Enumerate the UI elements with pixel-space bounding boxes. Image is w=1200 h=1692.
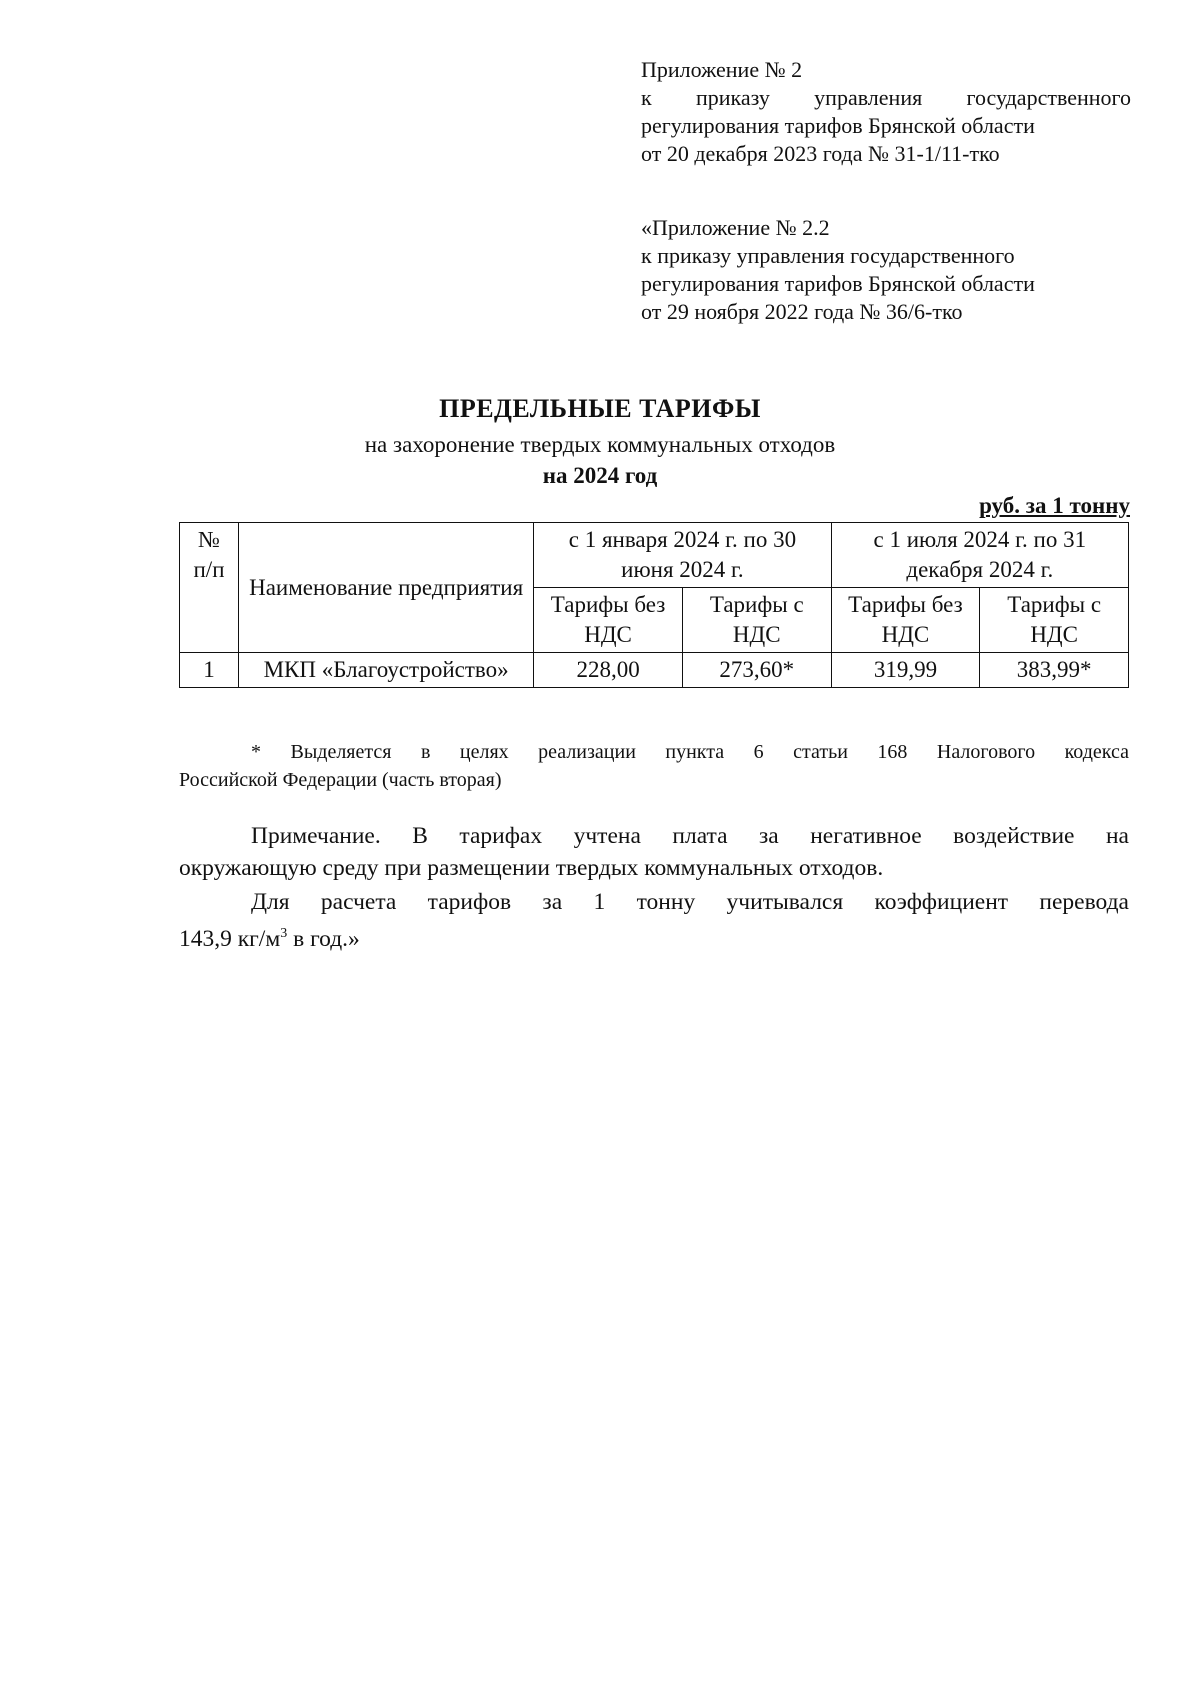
- appendix-main-line-1: Приложение № 2: [641, 57, 803, 82]
- note-2-superscript: 3: [280, 926, 288, 941]
- row-p1-no-vat: 228,00: [534, 653, 683, 688]
- note-2-line-2-prefix: 143,9 кг/м: [179, 925, 281, 952]
- header-p2-no-vat: Тарифы без НДС: [831, 588, 980, 653]
- appendix-ref-line-1: «Приложение № 2.2: [641, 215, 830, 240]
- header-p1-no-vat: Тарифы без НДС: [534, 588, 683, 653]
- document-subtitle: на захоронение твердых коммунальных отходов: [364, 432, 836, 457]
- appendix-main-header: [641, 56, 1131, 168]
- note-paragraph-2: [179, 886, 1129, 955]
- note-1-line-1: Примечание. В тарифах учтена плата за негативное воздействие на: [251, 823, 1129, 849]
- row-p2-with-vat: 383,99*: [980, 653, 1129, 688]
- header-p1-with-vat: Тарифы с НДС: [682, 588, 831, 653]
- appendix-ref-line-2: к приказу управления государственного: [641, 243, 1015, 268]
- document-year: на 2024 год: [542, 463, 658, 488]
- note-2-line-2-suffix: в год.»: [287, 925, 360, 952]
- header-name: Наименование предприятия: [239, 523, 534, 653]
- row-enterprise-name: МКП «Благоустройство»: [239, 653, 534, 688]
- header-period-1: с 1 января 2024 г. по 30 июня 2024 г.: [534, 523, 831, 588]
- header-period-2: с 1 июля 2024 г. по 31 декабря 2024 г.: [831, 523, 1128, 588]
- footnote: [179, 738, 1129, 794]
- row-p2-no-vat: 319,99: [831, 653, 980, 688]
- footnote-line-1: * Выделяется в целях реализации пункта 6 статьи 168 Налогового кодекса: [251, 741, 1129, 763]
- tariff-table: [179, 522, 1129, 688]
- appendix-main-line-4: от 20 декабря 2023 года № 31-1/11-тко: [641, 141, 1000, 166]
- header-num: № п/п: [180, 523, 239, 653]
- appendix-reference-header: [641, 214, 1091, 326]
- table-row: [180, 653, 1129, 688]
- table-header-row: [180, 523, 1129, 588]
- header-p2-with-vat: Тарифы с НДС: [980, 588, 1129, 653]
- appendix-ref-line-3: регулирования тарифов Брянской области: [641, 271, 1035, 296]
- note-2-line-1: Для расчета тарифов за 1 тонну учитывался коэффициент перевода: [251, 889, 1129, 915]
- appendix-main-line-2: к приказу управления государственного: [641, 85, 1131, 110]
- row-p1-with-vat: 273,60*: [682, 653, 831, 688]
- note-paragraph-1: [179, 820, 1129, 884]
- note-1-line-2: окружающую среду при размещении твердых коммунальных отходов.: [179, 855, 884, 881]
- appendix-main-line-3: регулирования тарифов Брянской области: [641, 113, 1035, 138]
- row-num: 1: [180, 653, 239, 688]
- unit-label: руб. за 1 тонну: [979, 493, 1130, 518]
- footnote-line-2: Российской Федерации (часть вторая): [179, 769, 502, 791]
- document-title: ПРЕДЕЛЬНЫЕ ТАРИФЫ: [439, 394, 761, 423]
- note-2-line-2: [179, 918, 1129, 955]
- appendix-ref-line-4: от 29 ноября 2022 года № 36/6-тко: [641, 299, 963, 324]
